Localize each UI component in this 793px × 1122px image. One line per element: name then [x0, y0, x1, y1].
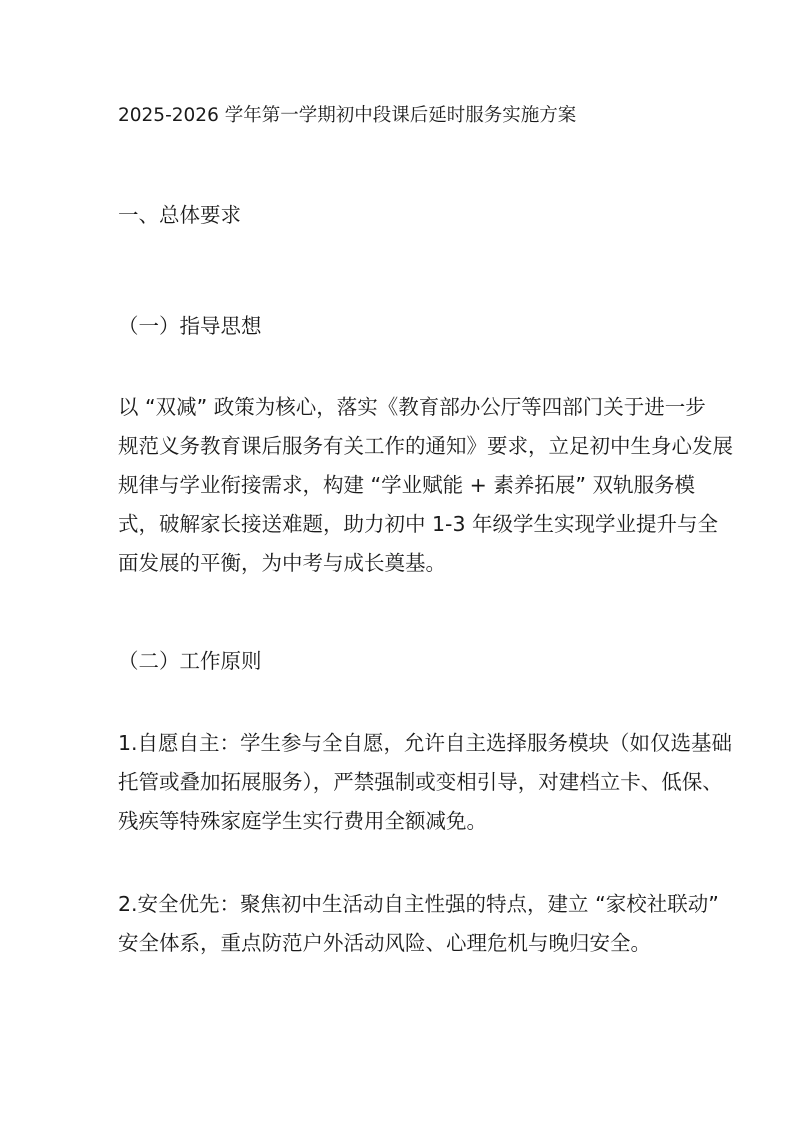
paragraph-line: 托管或叠加拓展服务），严禁强制或变相引导，对建档立卡、低保、 — [118, 770, 723, 794]
paragraph-line: 式，破解家长接送难题，助力初中 1-3 年级学生实现学业提升与全 — [118, 512, 719, 536]
document-title: 2025-2026 学年第一学期初中段课后延时服务实施方案 — [118, 105, 577, 126]
subsection-heading-guiding-ideology: （一）指导思想 — [118, 314, 262, 338]
paragraph-line: 2.安全优先：聚焦初中生活动自主性强的特点，建立 “家校社联动” — [118, 892, 719, 916]
paragraph-line: 面发展的平衡，为中考与成长奠基。 — [118, 551, 446, 575]
paragraph-line: 残疾等特殊家庭学生实行费用全额减免。 — [118, 809, 487, 833]
paragraph-line: 以 “双减” 政策为核心，落实《教育部办公厅等四部门关于进一步 — [118, 395, 706, 419]
section-heading-overall-requirements: 一、总体要求 — [118, 203, 241, 227]
paragraph-line: 1.自愿自主：学生参与全自愿，允许自主选择服务模块（如仅选基础 — [118, 731, 733, 755]
paragraph-line: 规范义务教育课后服务有关工作的通知》要求，立足初中生身心发展 — [118, 434, 733, 458]
paragraph-line: 规律与学业衔接需求，构建 “学业赋能 + 素养拓展” 双轨服务模 — [118, 473, 695, 497]
paragraph-line: 安全体系，重点防范户外活动风险、心理危机与晚归安全。 — [118, 931, 651, 955]
subsection-heading-work-principles: （二）工作原则 — [118, 649, 262, 673]
